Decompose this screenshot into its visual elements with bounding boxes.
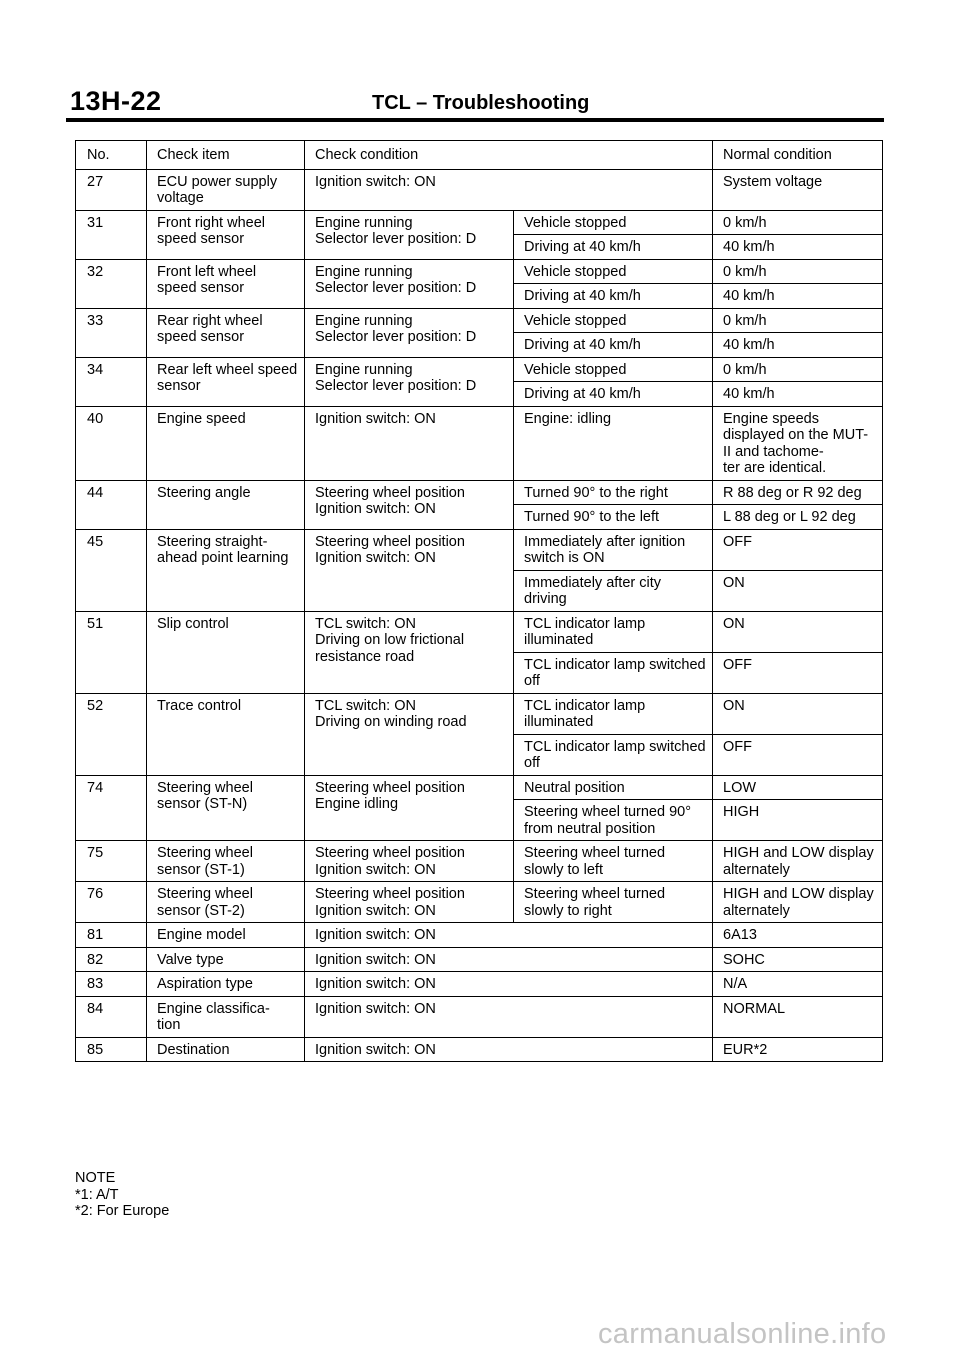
table-row	[76, 841, 883, 882]
row-normal-condition: ON	[713, 693, 883, 734]
row-normal-condition: 40 km/h	[713, 284, 883, 309]
table-row	[76, 308, 883, 333]
row-check-condition: Ignition switch: ON	[305, 947, 713, 972]
table-row	[76, 947, 883, 972]
row-normal-condition: HIGH and LOW display alternately	[713, 882, 883, 923]
row-sub-condition: Immediately after city driving	[514, 570, 713, 611]
row-normal-condition: SOHC	[713, 947, 883, 972]
row-sub-condition: Vehicle stopped	[514, 259, 713, 284]
row-check-item: Steering straight- ahead point learning	[147, 529, 305, 611]
row-check-item: Engine speed	[147, 406, 305, 480]
table-row	[76, 169, 883, 210]
row-no: 82	[76, 947, 147, 972]
row-check-item: Slip control	[147, 611, 305, 693]
table-row	[76, 996, 883, 1037]
row-normal-condition: Engine speeds displayed on the MUT-II and tachome- ter are identical.	[713, 406, 883, 480]
row-sub-condition: TCL indicator lamp illuminated	[514, 611, 713, 652]
header-normal-condition: Normal condition	[713, 141, 883, 170]
row-check-condition: Engine running Selector lever position: D	[305, 210, 514, 259]
page-title: TCL – Troubleshooting	[372, 92, 590, 114]
table-row	[76, 611, 883, 652]
row-check-condition: Ignition switch: ON	[305, 996, 713, 1037]
row-sub-condition: Turned 90° to the right	[514, 480, 713, 505]
table-row	[76, 923, 883, 948]
row-sub-condition: TCL indicator lamp switched off	[514, 652, 713, 693]
row-no: 34	[76, 357, 147, 406]
row-no: 81	[76, 923, 147, 948]
row-check-condition: Steering wheel position Ignition switch: ON	[305, 841, 514, 882]
table-row	[76, 972, 883, 997]
row-sub-condition: Neutral position	[514, 775, 713, 800]
row-sub-condition: Immediately after ignition switch is ON	[514, 529, 713, 570]
row-no: 85	[76, 1037, 147, 1062]
row-check-item: Trace control	[147, 693, 305, 775]
row-normal-condition: N/A	[713, 972, 883, 997]
row-check-condition: Engine running Selector lever position: D	[305, 259, 514, 308]
table-row	[76, 529, 883, 570]
row-normal-condition: NORMAL	[713, 996, 883, 1037]
row-no: 27	[76, 169, 147, 210]
row-sub-condition: Turned 90° to the left	[514, 505, 713, 530]
row-check-item: Front right wheel speed sensor	[147, 210, 305, 259]
table-row	[76, 406, 883, 480]
table-row	[76, 1037, 883, 1062]
row-check-condition: Ignition switch: ON	[305, 169, 713, 210]
row-no: 45	[76, 529, 147, 611]
row-check-condition: Steering wheel position Engine idling	[305, 775, 514, 841]
row-no: 84	[76, 996, 147, 1037]
row-sub-condition: Vehicle stopped	[514, 210, 713, 235]
row-sub-condition: Steering wheel turned slowly to left	[514, 841, 713, 882]
row-normal-condition: OFF	[713, 529, 883, 570]
row-no: 83	[76, 972, 147, 997]
row-normal-condition: 0 km/h	[713, 210, 883, 235]
row-sub-condition: Vehicle stopped	[514, 357, 713, 382]
table-header-row	[76, 141, 883, 170]
table-row	[76, 775, 883, 800]
row-normal-condition: 0 km/h	[713, 259, 883, 284]
row-normal-condition: LOW	[713, 775, 883, 800]
table-row	[76, 693, 883, 734]
row-sub-condition: Engine: idling	[514, 406, 713, 480]
row-sub-condition: TCL indicator lamp illuminated	[514, 693, 713, 734]
header-check-condition: Check condition	[305, 141, 713, 170]
row-check-condition: Ignition switch: ON	[305, 972, 713, 997]
row-normal-condition: R 88 deg or R 92 deg	[713, 480, 883, 505]
row-check-condition: Ignition switch: ON	[305, 923, 713, 948]
header-no: No.	[76, 141, 147, 170]
row-check-item: Rear left wheel speed sensor	[147, 357, 305, 406]
row-check-condition: Steering wheel position Ignition switch: ON	[305, 529, 514, 611]
row-check-condition: Steering wheel position Ignition switch: ON	[305, 882, 514, 923]
notes	[75, 1170, 169, 1220]
row-check-item: ECU power supply voltage	[147, 169, 305, 210]
row-sub-condition: Driving at 40 km/h	[514, 333, 713, 358]
row-check-item: Steering wheel sensor (ST-1)	[147, 841, 305, 882]
row-normal-condition: HIGH	[713, 800, 883, 841]
table-row	[76, 259, 883, 284]
troubleshooting-table	[75, 140, 883, 1062]
row-no: 32	[76, 259, 147, 308]
row-sub-condition: Steering wheel turned slowly to right	[514, 882, 713, 923]
row-normal-condition: 6A13	[713, 923, 883, 948]
note-1: *1: A/T	[75, 1186, 119, 1203]
row-no: 51	[76, 611, 147, 693]
row-check-item: Destination	[147, 1037, 305, 1062]
row-check-condition: Ignition switch: ON	[305, 406, 514, 480]
row-normal-condition: OFF	[713, 734, 883, 775]
table-row	[76, 210, 883, 235]
row-normal-condition: 40 km/h	[713, 382, 883, 407]
row-check-condition: TCL switch: ON Driving on winding road	[305, 693, 514, 775]
row-check-item: Front left wheel speed sensor	[147, 259, 305, 308]
row-check-condition: TCL switch: ON Driving on low frictional resistance road	[305, 611, 514, 693]
row-normal-condition: 0 km/h	[713, 308, 883, 333]
row-no: 52	[76, 693, 147, 775]
row-normal-condition: EUR*2	[713, 1037, 883, 1062]
row-normal-condition: ON	[713, 611, 883, 652]
row-check-item: Engine model	[147, 923, 305, 948]
table-row	[76, 480, 883, 505]
row-normal-condition: 40 km/h	[713, 333, 883, 358]
row-sub-condition: Steering wheel turned 90° from neutral position	[514, 800, 713, 841]
row-sub-condition: TCL indicator lamp switched off	[514, 734, 713, 775]
row-normal-condition: System voltage	[713, 169, 883, 210]
row-normal-condition: L 88 deg or L 92 deg	[713, 505, 883, 530]
table-row	[76, 357, 883, 382]
row-normal-condition: ON	[713, 570, 883, 611]
title-divider	[66, 118, 884, 122]
row-check-item: Aspiration type	[147, 972, 305, 997]
row-sub-condition: Driving at 40 km/h	[514, 382, 713, 407]
row-normal-condition: 0 km/h	[713, 357, 883, 382]
row-check-item: Steering wheel sensor (ST-2)	[147, 882, 305, 923]
header-check-item: Check item	[147, 141, 305, 170]
page-number: 13H-22	[70, 86, 162, 116]
row-no: 33	[76, 308, 147, 357]
watermark: carmanualsonline.info	[598, 1318, 887, 1350]
row-check-condition: Steering wheel position Ignition switch: ON	[305, 480, 514, 529]
note-2: *2: For Europe	[75, 1203, 170, 1219]
row-no: 76	[76, 882, 147, 923]
row-sub-condition: Driving at 40 km/h	[514, 235, 713, 260]
row-sub-condition: Vehicle stopped	[514, 308, 713, 333]
row-normal-condition: HIGH and LOW display alternately	[713, 841, 883, 882]
row-check-item: Rear right wheel speed sensor	[147, 308, 305, 357]
row-no: 74	[76, 775, 147, 841]
row-normal-condition: OFF	[713, 652, 883, 693]
row-check-item: Steering wheel sensor (ST-N)	[147, 775, 305, 841]
row-check-item: Steering angle	[147, 480, 305, 529]
row-check-condition: Engine running Selector lever position: D	[305, 308, 514, 357]
row-no: 44	[76, 480, 147, 529]
row-check-item: Valve type	[147, 947, 305, 972]
row-sub-condition: Driving at 40 km/h	[514, 284, 713, 309]
row-no: 40	[76, 406, 147, 480]
row-check-condition: Engine running Selector lever position: D	[305, 357, 514, 406]
table-row	[76, 882, 883, 923]
row-no: 75	[76, 841, 147, 882]
row-check-condition: Ignition switch: ON	[305, 1037, 713, 1062]
row-no: 31	[76, 210, 147, 259]
note-heading: NOTE	[75, 1170, 116, 1186]
row-check-item: Engine classifica- tion	[147, 996, 305, 1037]
row-normal-condition: 40 km/h	[713, 235, 883, 260]
